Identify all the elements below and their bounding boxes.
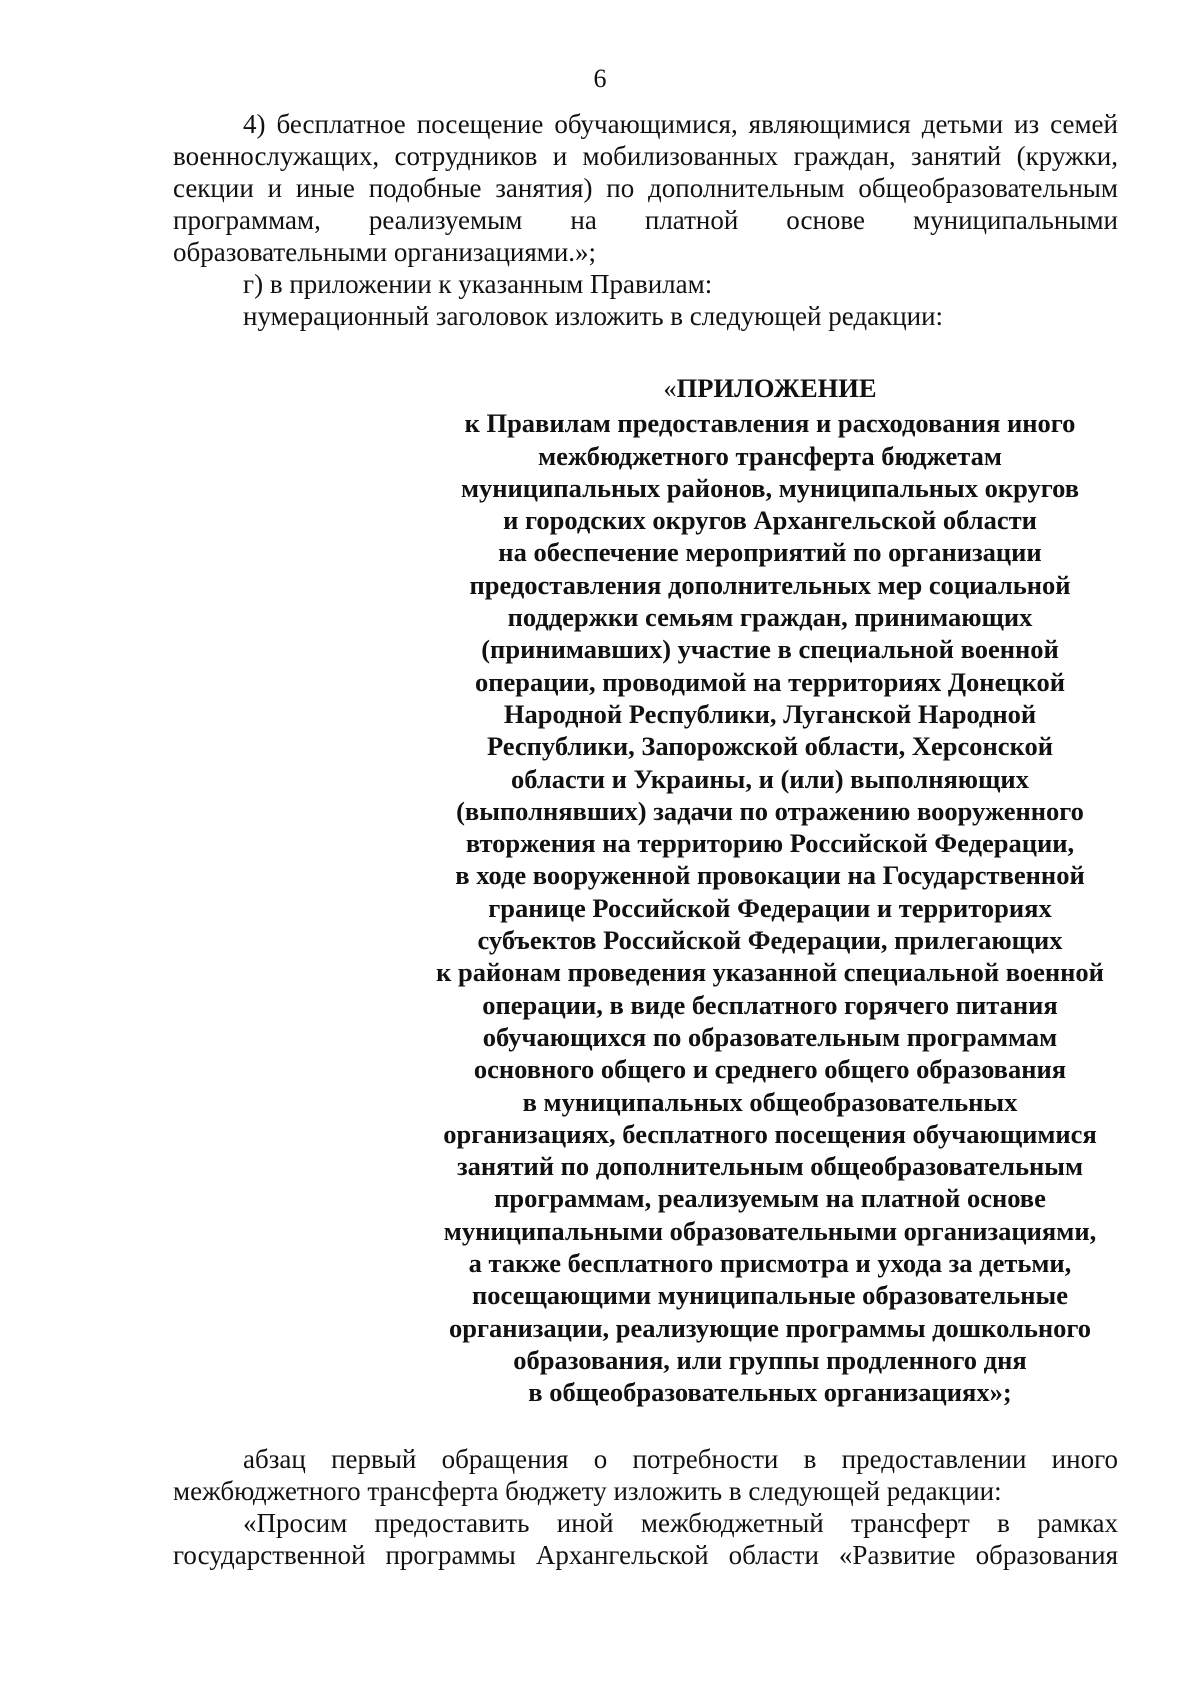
appendix-line: и городских округов Архангельской области — [503, 505, 1037, 536]
open-quote: « — [663, 373, 677, 403]
appendix-line: в общеобразовательных организациях»; — [528, 1377, 1012, 1408]
page-number: 6 — [593, 64, 607, 93]
paragraph-abzac: абзац первый обращения о потребности в предоставлении иного межбюджетного трансферта бюджету изложить в следующей редакции: — [173, 1444, 1118, 1506]
appendix-line: занятий по дополнительным общеобразовательным — [456, 1151, 1084, 1182]
appendix-line: обучающихся по образовательным программам — [482, 1021, 1058, 1052]
appendix-line: в муниципальных общеобразовательных — [522, 1086, 1018, 1117]
appendix-line: образования, или группы продленного дня — [513, 1344, 1027, 1375]
paragraph-item-g: г) в приложении к указанным Правилам: — [243, 269, 713, 299]
appendix-heading — [390, 372, 1150, 1409]
appendix-line: на обеспечение мероприятий по организации — [498, 537, 1042, 568]
top-text-block — [173, 108, 1118, 332]
appendix-line: а также бесплатного присмотра и ухода за детьми, — [468, 1248, 1072, 1279]
appendix-line: области и Украины, и (или) выполняющих — [511, 763, 1029, 794]
paragraph-item-4: 4) бесплатное посещение обучающимися, являющимися детьми из семей военнослужащих, сотрудников и мобилизованных граждан, занятий (кружки, секции и иные подобные занятия) по дополнительным общеобразовательным программам, реализуемым на платной основе муниципальными образовательными организациями.»; — [173, 109, 1118, 267]
appendix-line: предоставления дополнительных мер социальной — [469, 569, 1071, 600]
paragraph-request: «Просим предоставить иной межбюджетный трансферт в рамках государственной программы Архангельской области «Развитие образования — [173, 1508, 1118, 1570]
appendix-line: основного общего и среднего общего образования — [473, 1054, 1067, 1085]
appendix-line: операции, в виде бесплатного горячего питания — [482, 989, 1058, 1020]
appendix-line: муниципальных районов, муниципальных округов — [460, 472, 1080, 503]
appendix-line: поддержки семьям граждан, принимающих — [507, 602, 1033, 633]
appendix-line: (выполнявших) задачи по отражению вооруженного — [456, 795, 1084, 826]
paragraph-heading-instruction: нумерационный заголовок изложить в следующей редакции: — [243, 301, 944, 331]
appendix-line: вторжения на территорию Российской Федерации, — [465, 828, 1075, 859]
appendix-line: посещающими муниципальные образовательные — [471, 1280, 1068, 1311]
appendix-line: (принимавших) участие в специальной военной — [481, 634, 1059, 665]
appendix-line: муниципальными образовательными организациями, — [443, 1215, 1097, 1246]
appendix-line: к районам проведения указанной специальной военной — [436, 957, 1104, 988]
appendix-line: межбюджетного трансферта бюджетам — [538, 440, 1002, 471]
appendix-line: в ходе вооруженной провокации на Государственной — [455, 860, 1085, 891]
appendix-line: Народной Республики, Луганской Народной — [503, 698, 1037, 729]
appendix-title-text: ПРИЛОЖЕНИЕ — [676, 373, 877, 403]
appendix-line: программам, реализуемым на платной основе — [494, 1183, 1046, 1214]
appendix-line: организациях, бесплатного посещения обучающимися — [443, 1118, 1097, 1149]
appendix-line: организации, реализующие программы дошкольного — [448, 1312, 1092, 1343]
appendix-title — [390, 372, 1150, 404]
appendix-line: субъектов Российской Федерации, прилегающих — [477, 925, 1063, 956]
appendix-line: операции, проводимой на территориях Донецкой — [474, 666, 1066, 697]
appendix-line: Республики, Запорожской области, Херсонской — [486, 731, 1054, 762]
appendix-line: к Правилам предоставления и расходования иного — [464, 408, 1076, 439]
appendix-line: границе Российской Федерации и территориях — [488, 892, 1052, 923]
bottom-text-block — [173, 1443, 1118, 1571]
